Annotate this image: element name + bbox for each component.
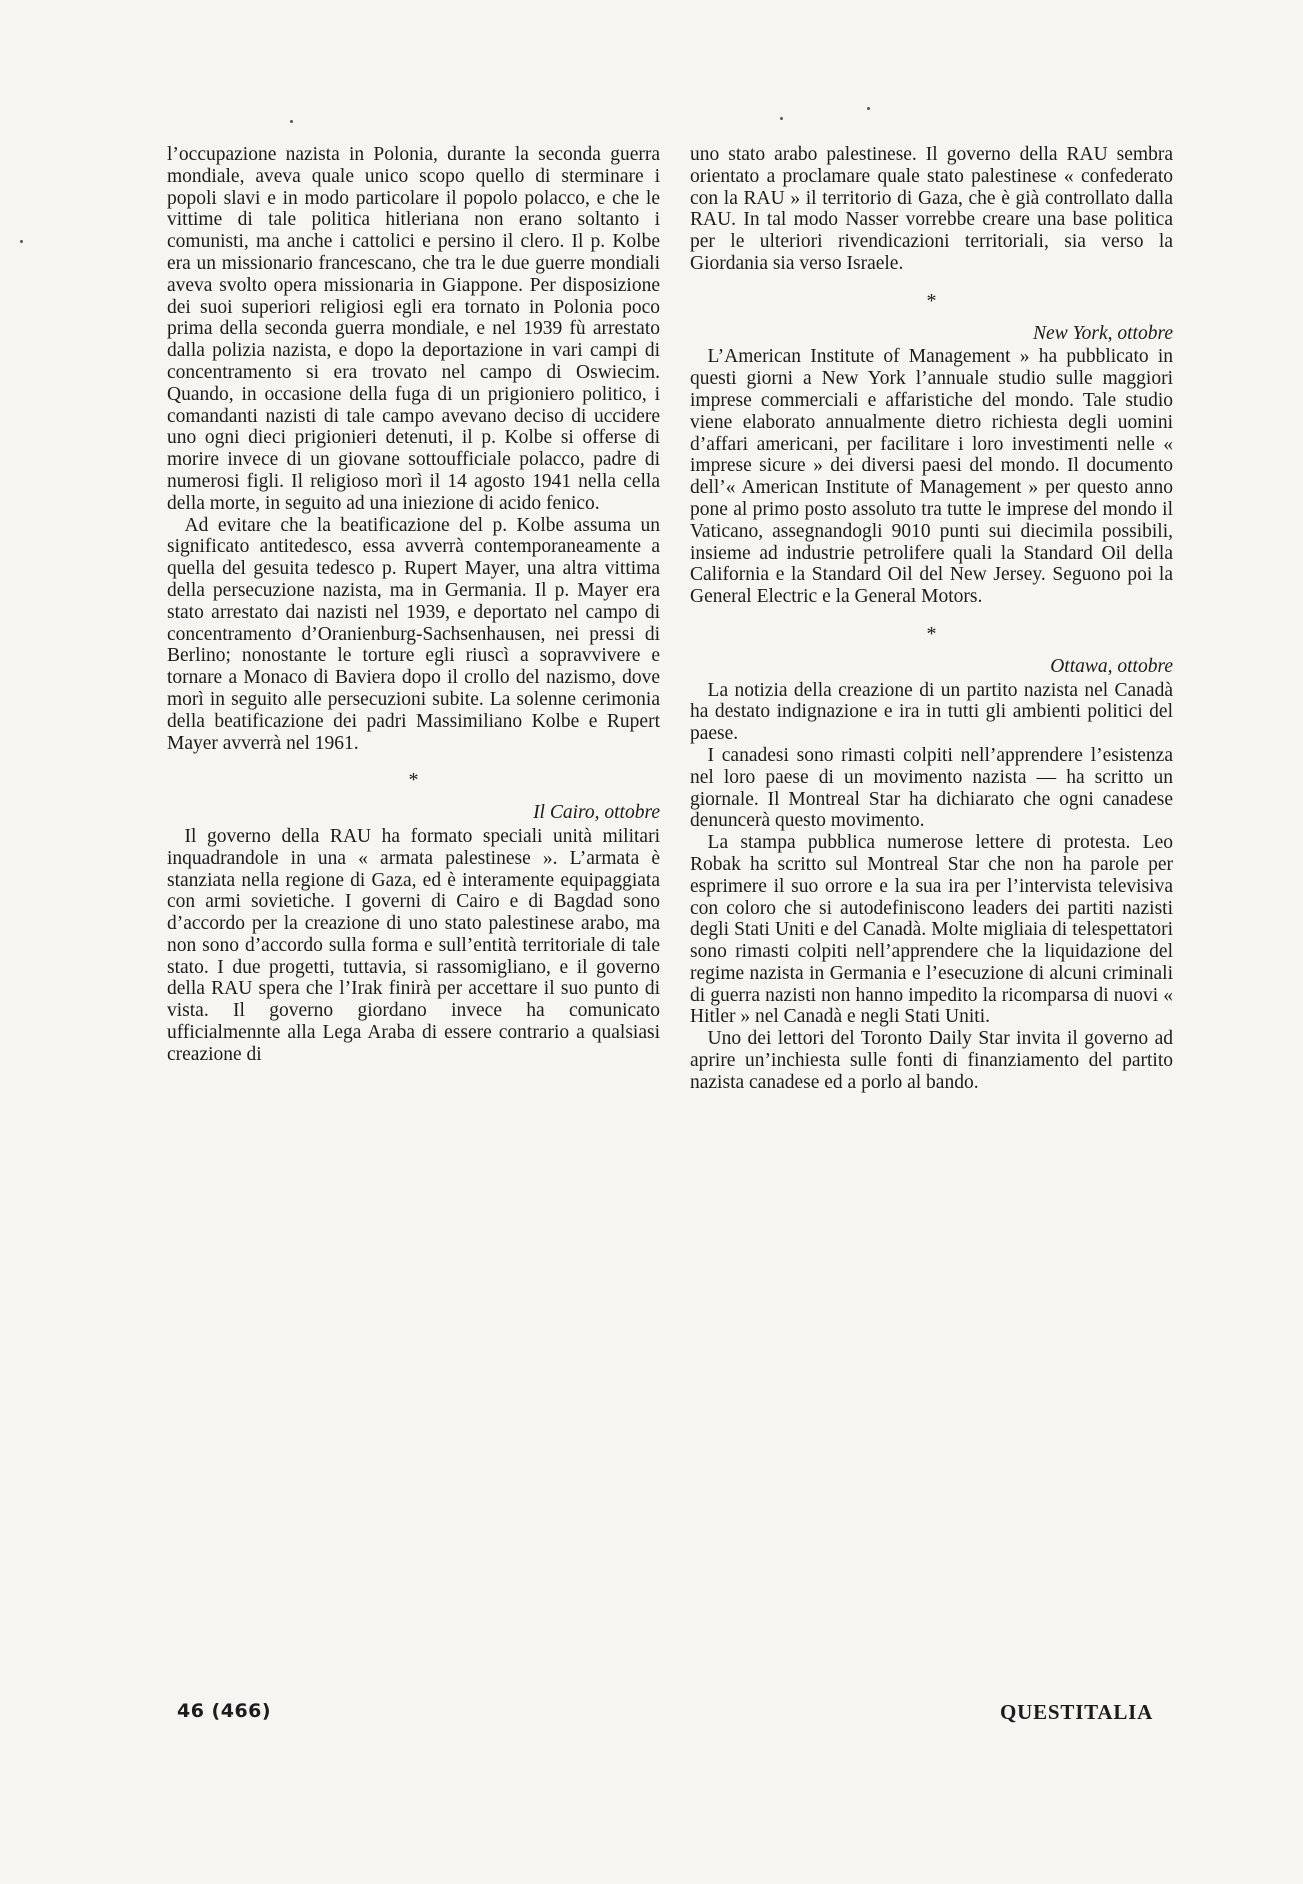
scan-speck <box>20 240 23 243</box>
section-separator-star: * <box>926 289 937 312</box>
right-column <box>690 144 1173 1094</box>
paragraph-rau-continued: uno stato arabo palestinese. Il governo della RAU sembra orientato a proclamare quale stato palestinese « confederato con la RAU » il territorio di Gaza, che è già controllato dalla RAU. In tal modo Nasser vorrebbe creare una base politica per le ulteriori rivendicazioni territoriali, sia verso la Giordania sia verso Israele. <box>690 144 1173 274</box>
paragraph-kolbe: l’occupazione nazista in Polonia, durante la seconda guerra mondiale, aveva quale unico scopo quello di sterminare i popoli slavi e in modo particolare il popolo polacco, e che le vittime di tale politica hitleriana non erano soltanto i comunisti, ma anche i cattolici e persino il clero. Il p. Kolbe era un missionario francescano, che tra le due guerre mondiali aveva svolto opera missionaria in Giappone. Per disposizione dei suoi superiori religiosi egli era tornato in Polonia poco prima della seconda guerra mondiale, e nel 1939 fù arrestato dalla polizia nazista, e dopo la deportazione in vari campi di concentramento si era trovato nel campo di Oswiecim. Quando, in occasione della fuga di un prigioniero politico, i comandanti nazisti di tale campo avevano deciso di uccidere uno ogni dieci prigionieri detenuti, il p. Kolbe si offerse di morire invece di un giovane sottoufficiale polacco, padre di numerosi figli. Il religioso morì il 14 agosto 1941 nella cella della morte, in seguito ad una iniezione di acido fenico. <box>167 144 660 514</box>
scan-speck <box>780 117 783 120</box>
scan-speck <box>867 107 870 110</box>
paragraph-rau-army: Il governo della RAU ha formato speciali unità militari inquadrandole in una « armata palestinese ». L’armata è stanziata nella regione di Gaza, ed è interamente equipaggiata con armi sovietiche. I governi di Cairo e di Bagdad sono d’accordo per la creazione di uno stato palestinese arabo, ma non sono d’accordo sulla forma e sull’entità territoriale di tale stato. I due progetti, tuttavia, si rassomigliano, e il governo della RAU spera che l’Irak finirà per accettare il suo punto di vista. Il governo giordano invece ha comunicato ufficialmennte alla Lega Araba di essere contrario a qualsiasi creazione di <box>167 825 660 1065</box>
page-number: 46 (466) <box>177 1700 272 1722</box>
paragraph-canada-nazi-party: La notizia della creazione di un partito nazista nel Canadà ha destato indignazione e ira in tutti gli ambienti politici del paese. <box>690 679 1173 745</box>
paragraph-mayer: Ad evitare che la beatificazione del p. Kolbe assuma un significato antitedesco, essa avverrà contemporaneamente a quella del gesuita tedesco p. Rupert Mayer, una altra vittima della persecuzione nazista, ma in Germania. Il p. Mayer era stato arrestato dai nazisti nel 1939, e deportato nel campo di concentramento d’Oranienburg-Sachsenhausen, nei pressi di Berlino; nonostante le torture egli riuscì a sopravvivere e tornare a Monaco di Baviera dopo il crollo del nazismo, dove morì in seguito alle persecuzioni subite. La solenne cerimonia della beatificazione dei padri Massimiliano Kolbe e Rupert Mayer avverrà nel 1961. <box>167 514 660 754</box>
section-separator-star: * <box>926 622 937 645</box>
dateline-ottawa: Ottawa, ottobre <box>1050 655 1173 677</box>
paragraph-canadians-struck: I canadesi sono rimasti colpiti nell’apprendere l’esistenza nel loro paese di un movimento nazista — ha scritto un giornale. Il Montreal Star ha dichiarato che ogni canadese denuncerà questo movimento. <box>690 744 1173 832</box>
section-separator-star: * <box>408 769 419 792</box>
paragraph-toronto-reader: Uno dei lettori del Toronto Daily Star invita il governo ad aprire un’inchiesta sulle fonti di finanziamento del partito nazista canadese ed a porlo al bando. <box>690 1028 1173 1093</box>
paragraph-american-institute: L’American Institute of Management » ha pubblicato in questi giorni a New York l’annuale studio sulle maggiori imprese commerciali e affaristiche del mondo. Tale studio viene elaborato annualmente dietro richiesta degli uomini d’affari americani, per facilitare i loro investimenti nelle « imprese sicure » dei diversi paesi del mondo. Il documento dell’« American Institute of Management » per questo anno pone al primo posto assoluto tra tutte le imprese del mondo il Vaticano, assegnandogli 9010 punti sui diecimila possibili, insieme ad industrie petrolifere quali la Standard Oil della California e la Standard Oil del New Jersey. Seguono poi la General Electric e la General Motors. <box>690 346 1173 608</box>
left-column <box>167 144 660 1066</box>
dateline-new-york: New York, ottobre <box>1033 322 1173 344</box>
paragraph-press-protest: La stampa pubblica numerose lettere di protesta. Leo Robak ha scritto sul Montreal Star che non ha parole per esprimere il suo orrore e la sua ira per l’intervista televisiva con coloro che si autodefiniscono leaders dei partiti nazisti degli Stati Uniti e del Canadà. Molte migliaia di telespettatori sono rimasti colpiti nell’apprendere che la liquidazione del regime nazista in Germania e l’esecuzione di alcuni criminali di guerra nazisti non hanno impedito la ricomparsa di nuovi « Hitler » nel Canadà e negli Stati Uniti. <box>690 832 1173 1028</box>
scan-speck <box>290 120 293 123</box>
dateline-cairo: Il Cairo, ottobre <box>533 802 660 824</box>
publication-name: QUESTITALIA <box>1000 1700 1154 1724</box>
